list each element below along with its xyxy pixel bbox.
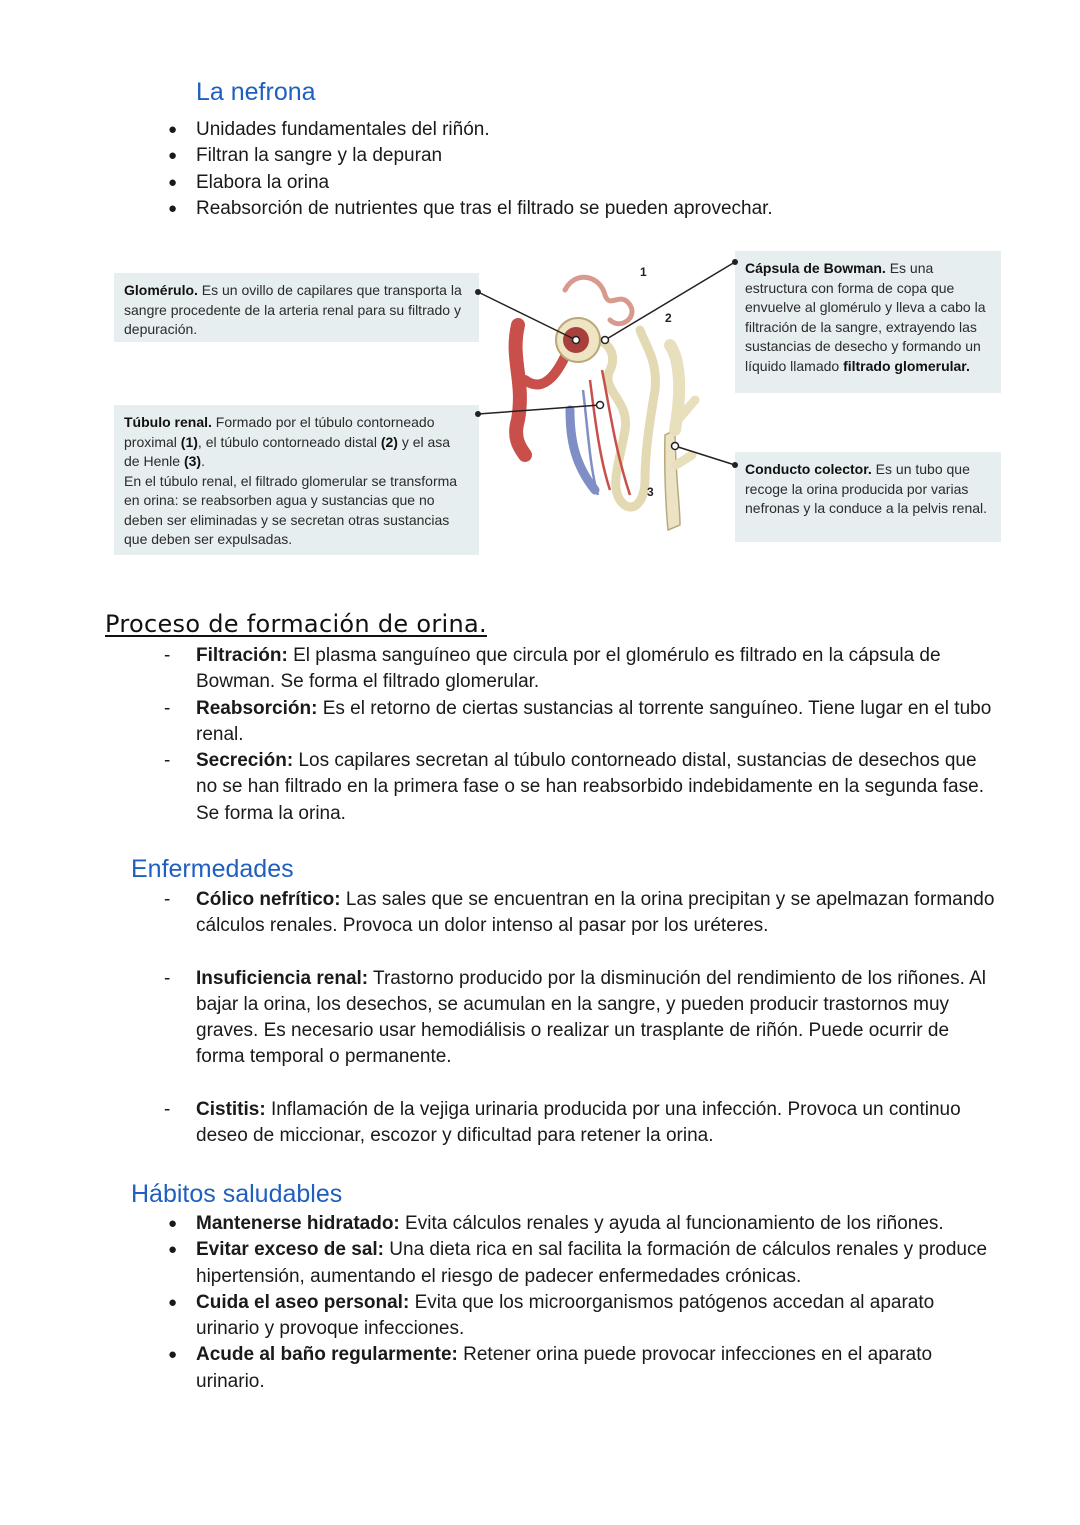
leader-dot — [475, 289, 481, 295]
leader-glomerulo — [478, 292, 576, 340]
dash-marker: - — [164, 1098, 171, 1120]
list-item: ● Evitar exceso de sal: Una dieta rica en sal facilita la formación de cálculos renales y produce hipertensión, aumentando el riesgo de padecer enfermedades crónicas. — [168, 1239, 988, 1287]
capillary-network-top — [565, 277, 632, 323]
list-item: - Cistitis: Inflamación de la vejiga urinaria producida por una infección. Provoca un continuo deseo de miccionar, escozor y dificultad para retener la orina. — [164, 1098, 961, 1147]
proceso-list — [164, 643, 996, 827]
callout-conducto: Conducto colector. Es un tubo que recoge la orina producida por varias nefronas y la conduce a la pelvis renal. — [735, 452, 1001, 542]
dash-marker: - — [164, 750, 171, 772]
list-item: ● Reabsorción de nutrientes que tras el filtrado se pueden aprovechar. — [196, 196, 1016, 222]
bullet-icon: ● — [168, 1215, 178, 1232]
bullet-icon: ● — [168, 147, 178, 165]
enfermedades-list — [164, 887, 996, 1149]
nephron-illustration — [470, 250, 745, 550]
dash-marker: - — [164, 967, 171, 989]
renal-artery — [516, 325, 525, 455]
list-item: - Filtración: El plasma sanguíneo que circula por el glomérulo es filtrado en la cápsula de Bowman. Se forma el filtrado glomerular. — [164, 645, 941, 693]
label-3: 3 — [647, 485, 654, 499]
bullet-icon: ● — [168, 1241, 178, 1259]
bullet-icon: ● — [168, 1293, 178, 1311]
renal-vein — [570, 410, 595, 490]
list-item: ● Mantenerse hidratado: Evita cálculos renales y ayuda al funcionamiento de los riñones. — [196, 1211, 996, 1237]
bullet-icon: ● — [168, 121, 178, 138]
bullet-icon: ● — [168, 173, 178, 191]
section-title-proceso: Proceso de formación de orina. — [105, 610, 487, 638]
label-2: 2 — [665, 311, 672, 325]
list-item: ● Cuida el aseo personal: Evita que los microorganismos patógenos accedan al aparato urinario y provoque infecciones. — [168, 1291, 935, 1340]
list-item: ● Elabora la orina — [196, 170, 1016, 196]
list-item: ● Filtran la sangre y la depuran — [196, 143, 1016, 169]
list-item: - Insuficiencia renal: Trastorno producido por la disminución del rendimiento de los riñones. Al bajar la orina, los desechos, se acumulan en la sangre, y pueden producir trastornos muy graves. Es necesario usar hemodiálisis o realizar un trasplante de riñón. Puede ocurrir de forma temporal o permanente. — [164, 967, 986, 1068]
bullet-icon: ● — [168, 199, 178, 217]
list-item: - Cólico nefrítico: Las sales que se encuentran en la orina precipitan y se apelmazan formando cálculos renales. Provoca un dolor intenso al pasar por los uréteres. — [164, 889, 995, 937]
callout-tubulo: Túbulo renal. Formado por el túbulo contorneado proximal (1), el túbulo contorneado distal (2) y el asa de Henle (3). En el túbulo renal, el filtrado glomerular se transforma en orina: se reabsorben agua y sustancias que no deben ser eliminadas y se secretan otras sustancias que deben ser expulsadas. — [114, 405, 479, 555]
leader-dot — [732, 259, 738, 265]
habitos-list — [168, 1211, 996, 1395]
section-title-nefrona: La nefrona — [196, 78, 316, 106]
list-item: - Reabsorción: Es el retorno de ciertas sustancias al torrente sanguíneo. Tiene lugar en el tubo renal. — [164, 697, 992, 745]
leader-endpoint — [597, 402, 604, 409]
leader-dot — [475, 411, 481, 417]
nefrona-list — [168, 117, 1016, 222]
list-item: ● Unidades fundamentales del riñón. — [196, 117, 1016, 143]
section-title-enfermedades: Enfermedades — [131, 855, 294, 883]
callout-capsula: Cápsula de Bowman. Es una estructura con forma de copa que envuelve al glomérulo y lleva a cabo la filtración de la sangre, extrayendo las sustancias de desecho y formando un líquido llamado filtrado glomerular. — [735, 251, 1001, 393]
list-item: ● Acude al baño regularmente: Retener orina puede provocar infecciones en el aparato urinario. — [168, 1344, 933, 1392]
dash-marker: - — [164, 645, 171, 666]
leader-endpoint — [573, 337, 580, 344]
dash-marker: - — [164, 889, 171, 910]
leader-tubulo — [478, 405, 600, 414]
leader-endpoint — [602, 337, 609, 344]
section-title-habitos: Hábitos saludables — [131, 1180, 343, 1208]
callout-glomerulo: Glomérulo. Es un ovillo de capilares que transporta la sangre procedente de la arteria renal para su filtrado y depuración. — [114, 273, 479, 342]
dash-marker: - — [164, 697, 171, 719]
list-item: - Secreción: Los capilares secretan al túbulo contorneado distal, sustancias de desechos que no se han filtrado en la primera fase o se han reabsorbido indebidamente en la segunda fase. Se forma la orina. — [164, 750, 984, 824]
leader-endpoint — [672, 443, 679, 450]
leader-dot — [732, 462, 738, 468]
bullet-icon: ● — [168, 1346, 178, 1364]
label-1: 1 — [640, 265, 647, 279]
